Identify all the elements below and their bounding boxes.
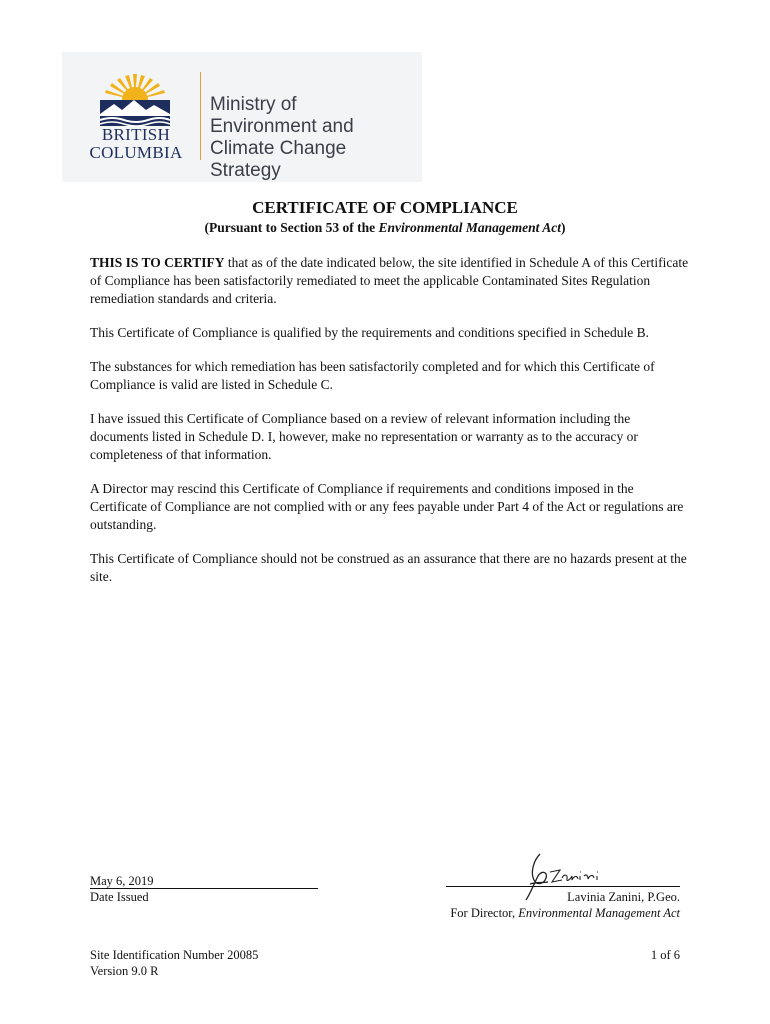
signer-role bbox=[450, 906, 680, 921]
signer-role-act: Environmental Management Act bbox=[518, 906, 680, 920]
wordmark-line-1: BRITISH bbox=[101, 125, 171, 144]
document-title: CERTIFICATE OF COMPLIANCE bbox=[252, 198, 518, 217]
certify-text: that as of the date indicated below, the site identified in Schedule A of this Certificate of Compliance has been satisfactorily remediated to meet the applicable Contaminated Sites Regulation remediation standards and criteria. bbox=[90, 255, 689, 306]
wordmark-line-2: COLUMBIA bbox=[89, 143, 183, 162]
paragraph-certify bbox=[90, 254, 690, 308]
logo-divider bbox=[200, 72, 201, 160]
bc-wordmark bbox=[80, 126, 192, 162]
paragraph-schedule-d: I have issued this Certificate of Compliance based on a review of relevant information including the documents listed in Schedule D. I, however, make no representation or warranty as to the accuracy or completeness of that information. bbox=[90, 411, 638, 462]
certificate-body bbox=[90, 254, 690, 602]
ministry-logo bbox=[62, 52, 422, 182]
subtitle-suffix: ) bbox=[561, 220, 566, 235]
paragraph-schedule-b: This Certificate of Compliance is qualified by the requirements and conditions specified in Schedule B. bbox=[90, 325, 649, 340]
bc-sun-mountain-emblem bbox=[92, 70, 178, 128]
issue-date: May 6, 2019 bbox=[90, 874, 318, 889]
paragraph-rescind: A Director may rescind this Certificate of Compliance if requirements and conditions imposed in the Certificate of Compliance are not complied with or any fees payable under Part 4 of the Act or regulations are outstanding. bbox=[90, 481, 684, 532]
certify-lead: THIS IS TO CERTIFY bbox=[90, 255, 225, 270]
document-version: Version 9.0 R bbox=[90, 964, 159, 978]
ministry-name: Ministry of Environment and Climate Change Strategy bbox=[210, 94, 354, 181]
page-number: 1 of 6 bbox=[650, 948, 680, 962]
subtitle-act: Environmental Management Act bbox=[378, 220, 562, 235]
paragraph-hazards: This Certificate of Compliance should not be construed as an assurance that there are no hazards present at the site. bbox=[90, 551, 687, 584]
signer-role-prefix: For Director, bbox=[450, 906, 519, 920]
signature-line bbox=[446, 886, 680, 887]
site-identification-number: Site Identification Number 20085 bbox=[90, 948, 259, 962]
paragraph-schedule-c: The substances for which remediation has been satisfactorily completed and for which this Certificate of Compliance is valid are listed in Schedule C. bbox=[90, 359, 655, 392]
subtitle-prefix: (Pursuant to Section 53 of the bbox=[204, 220, 379, 235]
document-subtitle bbox=[0, 220, 770, 236]
signer-name: Lavinia Zanini, P.Geo. bbox=[567, 890, 680, 904]
issue-date-label: Date Issued bbox=[90, 890, 149, 904]
